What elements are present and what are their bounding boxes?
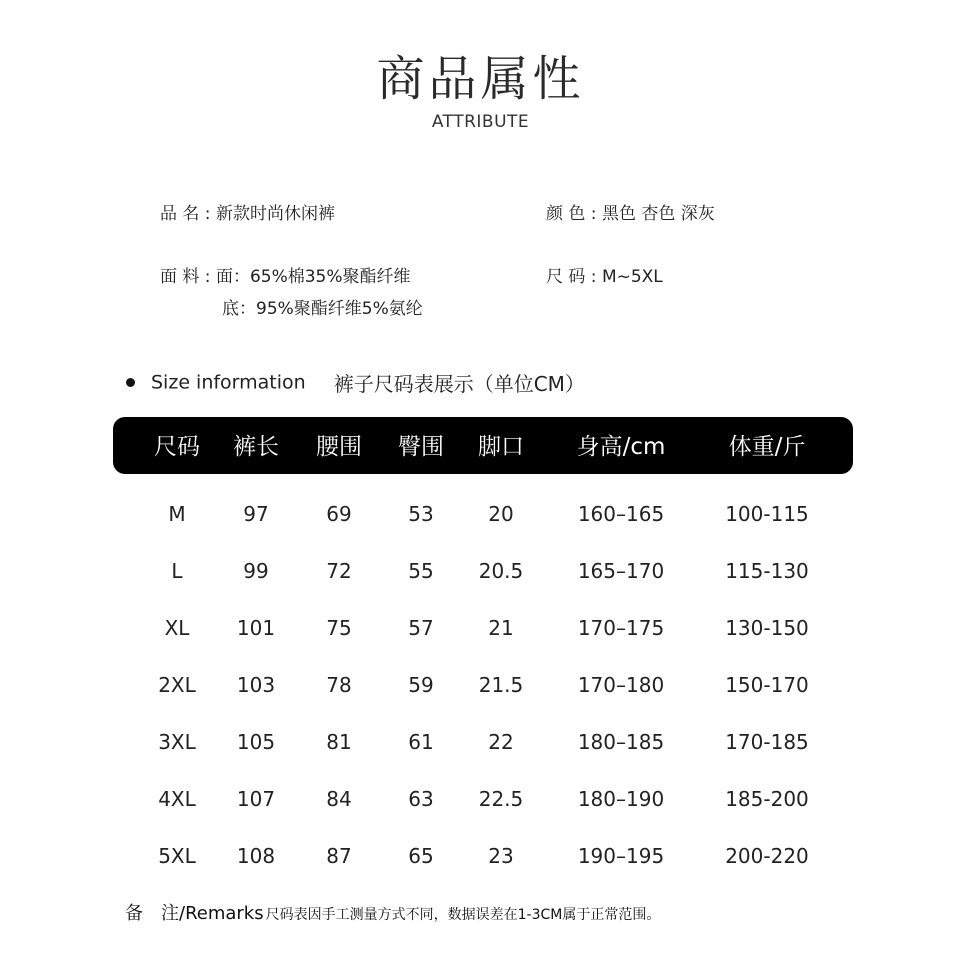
table-cell: 101 xyxy=(236,616,276,640)
size-info-label-cn: 裤子尺码表展示（单位CM） xyxy=(333,372,585,396)
table-cell: 170–180 xyxy=(577,673,665,697)
table-header-cell: 身高/cm xyxy=(576,434,666,460)
remarks xyxy=(125,899,660,925)
table-row-size: 5XL xyxy=(158,844,196,868)
table-cell: 75 xyxy=(326,616,352,640)
table-header-cell: 裤长 xyxy=(233,434,279,460)
table-cell: 65 xyxy=(408,844,434,868)
page-subtitle: ATTRIBUTE xyxy=(431,112,530,132)
attr-size: 尺 码 : M~5XL xyxy=(546,267,663,287)
table-row-size: 2XL xyxy=(158,673,196,697)
table-cell: 103 xyxy=(236,673,276,697)
table-cell: 97 xyxy=(243,502,269,526)
table-cell: 180–190 xyxy=(577,787,665,811)
table-header-cell: 脚口 xyxy=(478,434,524,460)
table-cell: 108 xyxy=(236,844,276,868)
table-cell: 78 xyxy=(326,673,352,697)
remarks-label: 备 注/Remarks xyxy=(125,903,264,924)
table-cell: 87 xyxy=(326,844,352,868)
size-info-heading xyxy=(126,368,585,397)
page-title: 商品属性 xyxy=(376,51,585,107)
table-cell: 170–175 xyxy=(577,616,665,640)
attr-color: 颜 色 : 黑色 杏色 深灰 xyxy=(546,204,715,224)
table-cell: 160–165 xyxy=(577,502,665,526)
table-cell: 100-115 xyxy=(725,502,809,526)
table-cell: 20 xyxy=(488,502,514,526)
table-header-cell: 腰围 xyxy=(316,434,362,460)
table-cell: 20.5 xyxy=(478,559,524,583)
table-cell: 69 xyxy=(326,502,352,526)
table-row-size: 3XL xyxy=(158,730,196,754)
table-cell: 165–170 xyxy=(577,559,665,583)
table-cell: 23 xyxy=(488,844,514,868)
table-cell: 190–195 xyxy=(577,844,665,868)
table-cell: 57 xyxy=(408,616,434,640)
table-header-cell: 尺码 xyxy=(154,434,200,460)
table-cell: 185-200 xyxy=(725,787,809,811)
table-cell: 105 xyxy=(236,730,276,754)
table-cell: 61 xyxy=(408,730,434,754)
table-row-size: XL xyxy=(164,616,190,640)
table-cell: 55 xyxy=(408,559,434,583)
table-cell: 22 xyxy=(488,730,514,754)
table-cell: 180–185 xyxy=(577,730,665,754)
table-header-cell: 体重/斤 xyxy=(728,434,806,460)
table-row-size: L xyxy=(171,559,183,583)
remarks-text: 尺码表因手工测量方式不同，数据误差在1-3CM属于正常范围。 xyxy=(265,907,661,923)
table-cell: 72 xyxy=(326,559,352,583)
bullet-icon xyxy=(126,378,135,387)
table-cell: 150-170 xyxy=(725,673,809,697)
table-cell: 63 xyxy=(408,787,434,811)
table-cell: 200-220 xyxy=(725,844,809,868)
table-cell: 130-150 xyxy=(725,616,809,640)
table-header-cell: 臀围 xyxy=(398,434,444,460)
table-cell: 22.5 xyxy=(478,787,524,811)
table-cell: 84 xyxy=(326,787,352,811)
size-info-label-en: Size information xyxy=(151,371,306,394)
table-cell: 115-130 xyxy=(725,559,809,583)
table-row-size: 4XL xyxy=(158,787,196,811)
table-cell: 21 xyxy=(488,616,514,640)
attr-product-name: 品 名 : 新款时尚休闲裤 xyxy=(160,204,335,224)
table-cell: 21.5 xyxy=(478,673,524,697)
table-cell: 81 xyxy=(326,730,352,754)
table-cell: 107 xyxy=(236,787,276,811)
attr-fabric-line1: 面 料 : 面：65%棉35%聚酯纤维 xyxy=(160,267,411,287)
table-cell: 59 xyxy=(408,673,434,697)
table-cell: 170-185 xyxy=(725,730,809,754)
table-cell: 53 xyxy=(408,502,434,526)
attr-fabric-line2: 底：95%聚酯纤维5%氨纶 xyxy=(222,299,423,319)
table-row-size: M xyxy=(168,502,186,526)
table-cell: 99 xyxy=(243,559,269,583)
